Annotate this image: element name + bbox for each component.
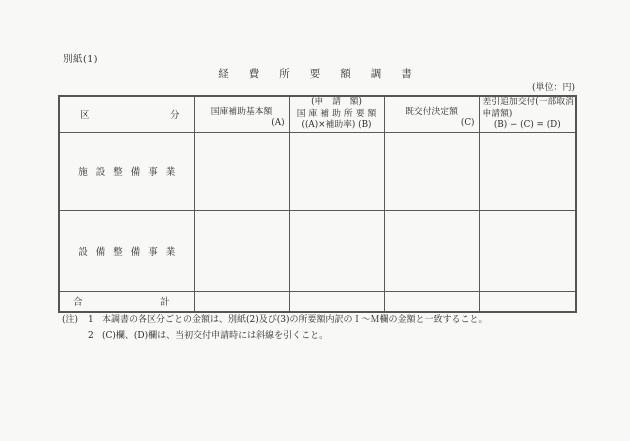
column-header-decided-amount	[384, 96, 479, 132]
required-amount-title: 国庫補助所要額	[296, 108, 380, 119]
cell-equipment-balance	[479, 210, 576, 291]
column-header-base-amount	[194, 96, 289, 132]
cell-equipment-required	[289, 210, 384, 291]
expense-summary-table	[58, 95, 577, 313]
footnote-2-spacer	[62, 329, 88, 345]
cell-facility-balance	[479, 132, 576, 210]
row-label-total	[59, 291, 194, 312]
cell-total-balance	[479, 291, 576, 312]
table-row-equipment	[59, 210, 576, 291]
required-amount-subtitle: (申 請 額)	[311, 97, 362, 107]
column-header-required-amount	[289, 96, 384, 132]
footnote-2-number: 2	[88, 330, 94, 341]
footnote-2	[62, 329, 488, 345]
decided-amount-code: (C)	[460, 118, 475, 128]
decided-amount-title: 既交付決定額	[405, 106, 458, 117]
table-row-total	[59, 291, 576, 312]
table-header-row	[59, 96, 576, 132]
category-header-right: 分	[169, 110, 180, 122]
document-title: 経費所要額調書	[218, 68, 432, 80]
footnote-1-text: 本調書の各区分ごとの金額は、別紙(2)及び(3)の所要額内訳のＩ～Ｍ欄の金額と一致すること。	[102, 315, 488, 325]
unit-note: (単位：円)	[531, 83, 575, 93]
column-header-balance	[479, 96, 576, 132]
balance-title-line2: 申請額)	[482, 108, 513, 119]
required-amount-formula: ((A)×補助率) (B)	[301, 120, 372, 130]
total-label-left: 合	[73, 297, 83, 309]
cell-facility-decided	[384, 132, 479, 210]
cell-total-required	[289, 291, 384, 312]
cell-equipment-base	[194, 210, 289, 291]
attachment-label: 別紙(1)	[63, 54, 98, 65]
cell-equipment-decided	[384, 210, 479, 291]
cell-facility-base	[194, 132, 289, 210]
category-header-left: 区	[80, 110, 90, 122]
footnote-1-number: 1	[88, 315, 94, 325]
total-label-right: 計	[159, 297, 170, 309]
row-label-equipment: 設備整備事業	[59, 210, 194, 291]
balance-formula: (B) − (C) = (D)	[493, 120, 561, 130]
cell-total-base	[194, 291, 289, 312]
column-header-category	[59, 96, 194, 132]
row-label-facility: 施設整備事業	[59, 132, 194, 210]
cell-facility-required	[289, 132, 384, 210]
base-amount-title: 国庫補助基本額	[210, 106, 273, 117]
base-amount-code: (A)	[271, 118, 285, 128]
cell-total-decided	[384, 291, 479, 312]
footnote-1	[62, 313, 488, 329]
footnote-2-text: (C)欄、(D)欄は、当初交付申請時には斜線を引くこと。	[102, 330, 329, 341]
footnotes	[62, 313, 488, 344]
balance-title-line1: 差引追加交付(一部取消	[482, 97, 574, 107]
footnote-prefix: (注)	[62, 315, 79, 325]
table-row-facility	[59, 132, 576, 210]
